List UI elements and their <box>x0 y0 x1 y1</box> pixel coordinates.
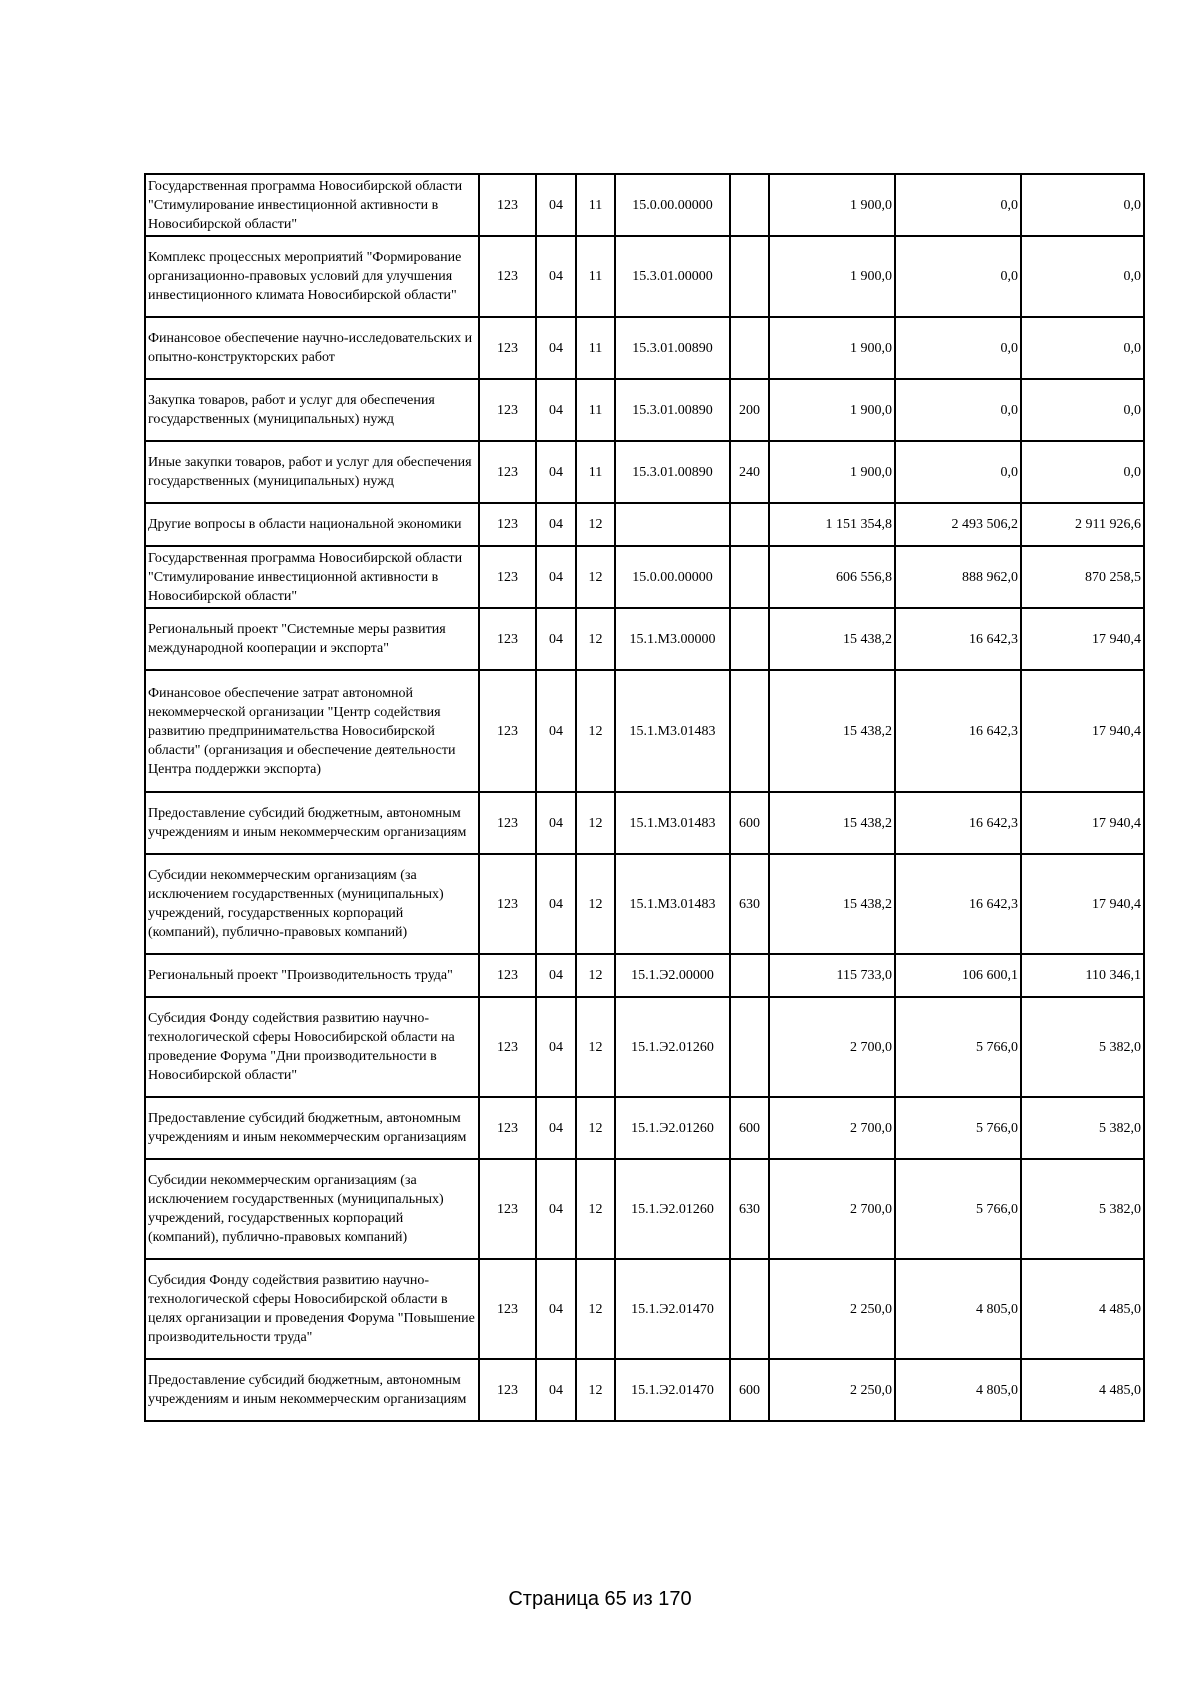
cell-target-article: 15.3.01.00000 <box>615 236 730 317</box>
table-row <box>145 1097 1144 1159</box>
table-row <box>145 317 1144 379</box>
cell-name: Предоставление субсидий бюджетным, автономным учреждениям и иным некоммерческим организациям <box>145 1359 479 1421</box>
cell-section: 04 <box>536 954 576 997</box>
cell-amount-year3: 5 382,0 <box>1021 1159 1144 1259</box>
cell-ministry-code: 123 <box>479 670 536 792</box>
cell-amount-year1: 15 438,2 <box>769 670 895 792</box>
cell-amount-year3: 5 382,0 <box>1021 997 1144 1097</box>
cell-amount-year2: 16 642,3 <box>895 854 1021 954</box>
cell-amount-year2: 5 766,0 <box>895 1097 1021 1159</box>
cell-amount-year2: 888 962,0 <box>895 546 1021 608</box>
cell-subsection: 12 <box>576 997 615 1097</box>
cell-amount-year1: 15 438,2 <box>769 792 895 854</box>
cell-expense-type <box>730 503 769 546</box>
cell-name: Другие вопросы в области национальной экономики <box>145 503 479 546</box>
cell-name: Финансовое обеспечение научно-исследовательских и опытно-конструкторских работ <box>145 317 479 379</box>
cell-amount-year2: 16 642,3 <box>895 792 1021 854</box>
cell-section: 04 <box>536 792 576 854</box>
cell-ministry-code: 123 <box>479 379 536 441</box>
cell-amount-year2: 0,0 <box>895 379 1021 441</box>
cell-amount-year2: 0,0 <box>895 441 1021 503</box>
cell-amount-year2: 2 493 506,2 <box>895 503 1021 546</box>
cell-amount-year3: 4 485,0 <box>1021 1259 1144 1359</box>
cell-target-article: 15.1.М3.01483 <box>615 670 730 792</box>
cell-name: Региональный проект "Производительность труда" <box>145 954 479 997</box>
cell-amount-year3: 0,0 <box>1021 379 1144 441</box>
cell-subsection: 11 <box>576 317 615 379</box>
cell-name: Субсидии некоммерческим организациям (за исключением государственных (муниципальных) учреждений, государственных корпораций (компаний), публично-правовых компаний) <box>145 854 479 954</box>
cell-amount-year2: 5 766,0 <box>895 997 1021 1097</box>
cell-expense-type: 600 <box>730 1359 769 1421</box>
table-row <box>145 670 1144 792</box>
cell-section: 04 <box>536 1097 576 1159</box>
cell-amount-year2: 106 600,1 <box>895 954 1021 997</box>
cell-target-article: 15.3.01.00890 <box>615 317 730 379</box>
cell-amount-year3: 17 940,4 <box>1021 608 1144 670</box>
table-row <box>145 954 1144 997</box>
cell-subsection: 12 <box>576 1159 615 1259</box>
cell-amount-year1: 2 700,0 <box>769 997 895 1097</box>
cell-amount-year2: 0,0 <box>895 174 1021 236</box>
table-row <box>145 236 1144 317</box>
cell-amount-year1: 15 438,2 <box>769 854 895 954</box>
cell-target-article: 15.1.М3.00000 <box>615 608 730 670</box>
table-row <box>145 441 1144 503</box>
cell-name: Иные закупки товаров, работ и услуг для обеспечения государственных (муниципальных) нужд <box>145 441 479 503</box>
table-row <box>145 503 1144 546</box>
cell-amount-year1: 1 900,0 <box>769 317 895 379</box>
cell-name: Предоставление субсидий бюджетным, автономным учреждениям и иным некоммерческим организациям <box>145 1097 479 1159</box>
cell-subsection: 12 <box>576 1359 615 1421</box>
page-number: Страница 65 из 170 <box>508 1588 692 1610</box>
cell-target-article: 15.1.Э2.00000 <box>615 954 730 997</box>
cell-ministry-code: 123 <box>479 608 536 670</box>
cell-ministry-code: 123 <box>479 503 536 546</box>
budget-table <box>144 173 1145 1422</box>
cell-section: 04 <box>536 1259 576 1359</box>
cell-subsection: 12 <box>576 954 615 997</box>
cell-ministry-code: 123 <box>479 317 536 379</box>
cell-amount-year1: 15 438,2 <box>769 608 895 670</box>
cell-name: Финансовое обеспечение затрат автономной некоммерческой организации "Центр содействия развитию предпринимательства Новосибирской области" (организация и обеспечение деятельности Центра поддержки экспорта) <box>145 670 479 792</box>
cell-amount-year3: 17 940,4 <box>1021 792 1144 854</box>
cell-ministry-code: 123 <box>479 1359 536 1421</box>
cell-amount-year2: 5 766,0 <box>895 1159 1021 1259</box>
cell-section: 04 <box>536 503 576 546</box>
cell-ministry-code: 123 <box>479 792 536 854</box>
cell-target-article <box>615 503 730 546</box>
cell-subsection: 11 <box>576 379 615 441</box>
cell-section: 04 <box>536 236 576 317</box>
cell-amount-year2: 16 642,3 <box>895 670 1021 792</box>
cell-subsection: 11 <box>576 236 615 317</box>
cell-name: Региональный проект "Системные меры развития международной кооперации и экспорта" <box>145 608 479 670</box>
table-row <box>145 1259 1144 1359</box>
cell-name: Государственная программа Новосибирской области "Стимулирование инвестиционной активности в Новосибирской области" <box>145 546 479 608</box>
cell-amount-year1: 2 250,0 <box>769 1259 895 1359</box>
cell-amount-year3: 0,0 <box>1021 174 1144 236</box>
cell-amount-year3: 4 485,0 <box>1021 1359 1144 1421</box>
cell-subsection: 11 <box>576 441 615 503</box>
cell-expense-type: 630 <box>730 1159 769 1259</box>
cell-expense-type <box>730 670 769 792</box>
cell-section: 04 <box>536 441 576 503</box>
cell-subsection: 12 <box>576 792 615 854</box>
cell-target-article: 15.0.00.00000 <box>615 174 730 236</box>
cell-amount-year1: 1 900,0 <box>769 174 895 236</box>
cell-amount-year2: 0,0 <box>895 236 1021 317</box>
cell-name: Субсидия Фонду содействия развитию научно-технологической сферы Новосибирской области в целях организации и проведения Форума "Повышение производительности труда" <box>145 1259 479 1359</box>
cell-name: Государственная программа Новосибирской области "Стимулирование инвестиционной активности в Новосибирской области" <box>145 174 479 236</box>
cell-expense-type <box>730 236 769 317</box>
table-row <box>145 608 1144 670</box>
cell-section: 04 <box>536 1159 576 1259</box>
cell-name: Комплекс процессных мероприятий "Формирование организационно-правовых условий для улучшения инвестиционного климата Новосибирской области" <box>145 236 479 317</box>
cell-amount-year1: 2 700,0 <box>769 1159 895 1259</box>
cell-subsection: 12 <box>576 854 615 954</box>
table-row <box>145 174 1144 236</box>
cell-amount-year1: 2 250,0 <box>769 1359 895 1421</box>
cell-amount-year3: 2 911 926,6 <box>1021 503 1144 546</box>
cell-target-article: 15.3.01.00890 <box>615 379 730 441</box>
cell-subsection: 11 <box>576 174 615 236</box>
cell-subsection: 12 <box>576 503 615 546</box>
cell-amount-year2: 4 805,0 <box>895 1359 1021 1421</box>
cell-expense-type: 600 <box>730 1097 769 1159</box>
cell-target-article: 15.1.Э2.01260 <box>615 1097 730 1159</box>
cell-target-article: 15.0.00.00000 <box>615 546 730 608</box>
cell-target-article: 15.1.Э2.01260 <box>615 997 730 1097</box>
cell-expense-type <box>730 1259 769 1359</box>
cell-section: 04 <box>536 379 576 441</box>
cell-section: 04 <box>536 997 576 1097</box>
cell-subsection: 12 <box>576 546 615 608</box>
cell-section: 04 <box>536 608 576 670</box>
cell-name: Субсидия Фонду содействия развитию научно-технологической сферы Новосибирской области на проведение Форума "Дни производительности в Новосибирской области" <box>145 997 479 1097</box>
cell-subsection: 12 <box>576 670 615 792</box>
cell-target-article: 15.1.М3.01483 <box>615 854 730 954</box>
table-row <box>145 379 1144 441</box>
cell-expense-type: 200 <box>730 379 769 441</box>
cell-ministry-code: 123 <box>479 1259 536 1359</box>
cell-section: 04 <box>536 546 576 608</box>
cell-subsection: 12 <box>576 1097 615 1159</box>
cell-expense-type <box>730 174 769 236</box>
cell-amount-year1: 115 733,0 <box>769 954 895 997</box>
cell-amount-year3: 5 382,0 <box>1021 1097 1144 1159</box>
table-row <box>145 1359 1144 1421</box>
cell-amount-year3: 0,0 <box>1021 317 1144 379</box>
table-row <box>145 997 1144 1097</box>
cell-amount-year1: 1 900,0 <box>769 379 895 441</box>
cell-ministry-code: 123 <box>479 174 536 236</box>
cell-target-article: 15.1.Э2.01260 <box>615 1159 730 1259</box>
cell-amount-year1: 1 151 354,8 <box>769 503 895 546</box>
cell-expense-type: 600 <box>730 792 769 854</box>
cell-amount-year3: 17 940,4 <box>1021 854 1144 954</box>
cell-section: 04 <box>536 854 576 954</box>
cell-section: 04 <box>536 317 576 379</box>
cell-expense-type <box>730 997 769 1097</box>
cell-ministry-code: 123 <box>479 954 536 997</box>
table-row <box>145 792 1144 854</box>
cell-name: Закупка товаров, работ и услуг для обеспечения государственных (муниципальных) нужд <box>145 379 479 441</box>
cell-amount-year3: 110 346,1 <box>1021 954 1144 997</box>
cell-expense-type <box>730 608 769 670</box>
cell-amount-year1: 1 900,0 <box>769 441 895 503</box>
cell-amount-year1: 2 700,0 <box>769 1097 895 1159</box>
cell-target-article: 15.1.Э2.01470 <box>615 1259 730 1359</box>
cell-name: Субсидии некоммерческим организациям (за исключением государственных (муниципальных) учреждений, государственных корпораций (компаний), публично-правовых компаний) <box>145 1159 479 1259</box>
cell-expense-type: 630 <box>730 854 769 954</box>
cell-ministry-code: 123 <box>479 441 536 503</box>
cell-amount-year3: 0,0 <box>1021 236 1144 317</box>
cell-amount-year1: 606 556,8 <box>769 546 895 608</box>
cell-ministry-code: 123 <box>479 546 536 608</box>
cell-target-article: 15.3.01.00890 <box>615 441 730 503</box>
cell-ministry-code: 123 <box>479 854 536 954</box>
cell-name: Предоставление субсидий бюджетным, автономным учреждениям и иным некоммерческим организациям <box>145 792 479 854</box>
cell-expense-type <box>730 954 769 997</box>
cell-ministry-code: 123 <box>479 236 536 317</box>
table-row <box>145 854 1144 954</box>
table-body <box>145 174 1144 1421</box>
cell-section: 04 <box>536 174 576 236</box>
cell-amount-year2: 4 805,0 <box>895 1259 1021 1359</box>
cell-ministry-code: 123 <box>479 997 536 1097</box>
cell-amount-year3: 0,0 <box>1021 441 1144 503</box>
cell-target-article: 15.1.Э2.01470 <box>615 1359 730 1421</box>
cell-section: 04 <box>536 670 576 792</box>
cell-expense-type: 240 <box>730 441 769 503</box>
cell-amount-year2: 0,0 <box>895 317 1021 379</box>
cell-subsection: 12 <box>576 608 615 670</box>
table-row <box>145 546 1144 608</box>
cell-amount-year3: 870 258,5 <box>1021 546 1144 608</box>
cell-expense-type <box>730 546 769 608</box>
cell-amount-year2: 16 642,3 <box>895 608 1021 670</box>
cell-ministry-code: 123 <box>479 1097 536 1159</box>
cell-subsection: 12 <box>576 1259 615 1359</box>
cell-target-article: 15.1.М3.01483 <box>615 792 730 854</box>
table-row <box>145 1159 1144 1259</box>
cell-section: 04 <box>536 1359 576 1421</box>
cell-ministry-code: 123 <box>479 1159 536 1259</box>
cell-expense-type <box>730 317 769 379</box>
cell-amount-year3: 17 940,4 <box>1021 670 1144 792</box>
cell-amount-year1: 1 900,0 <box>769 236 895 317</box>
